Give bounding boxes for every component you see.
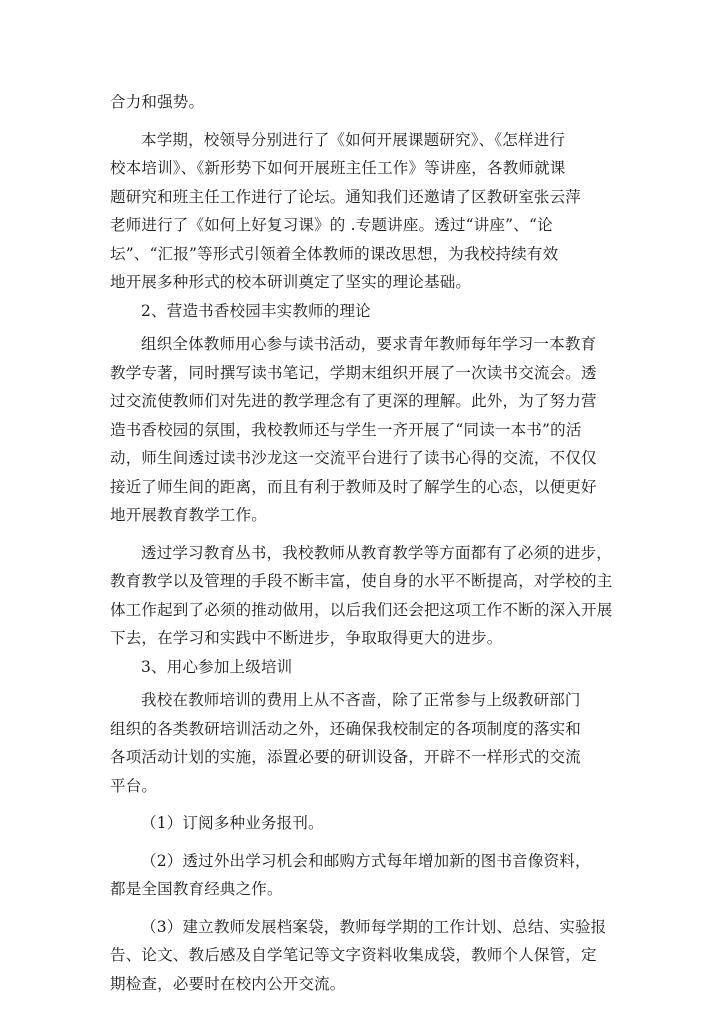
section-heading <box>110 297 626 326</box>
text-line: 组织全体教师用心参与读书活动，要求青年教师每年学习一本教育 <box>141 335 597 353</box>
text-line: （2）透过外出学习机会和邮购方式每年增加新的图书音像资料， <box>141 851 591 870</box>
document-body <box>110 88 626 998</box>
text-line: 组织的各类教研培训活动之外，还确保我校制定的各项制度的落实和 <box>110 719 582 738</box>
list-item <box>110 847 626 904</box>
list-item <box>110 809 626 838</box>
text-line: 教学专著，同时撰写读书笔记，学期末组织开展了一次读书交流会。透 <box>110 363 597 382</box>
text-line: 都是全国教育经典之作。 <box>110 880 283 898</box>
text-line: 各项活动计划的实施，添置必要的研训设备，开辟不一样形式的交流 <box>110 748 582 766</box>
paragraph <box>110 330 626 530</box>
text-line: 老师进行了《如何上好复习课》的 .专题讲座。透过“讲座”、“论 <box>110 216 553 234</box>
text-line: 造书香校园的氛围，我校教师还与学生一齐开展了“同读一本书”的活 <box>110 420 582 439</box>
paragraph <box>110 126 626 297</box>
paragraph <box>110 88 626 117</box>
text-line: 教育教学以及管理的手段不断丰富，使自身的水平不断提高，对学校的主 <box>110 572 613 590</box>
paragraph <box>110 539 626 653</box>
text-line: 本学期，校领导分别进行了《如何开展课题研究》、《怎样进行 <box>141 130 566 149</box>
text-line: （1）订阅多种业务报刊。 <box>141 814 324 832</box>
paragraph <box>110 686 626 800</box>
text-line: 接近了师生间的距离，而且有利于教师及时了解学生的心态，以便更好 <box>110 477 597 496</box>
section-heading <box>110 653 626 682</box>
text-line: 动，师生间透过读书沙龙这一交流平台进行了读书心得的交流，不仅仅 <box>110 449 597 467</box>
text-line: 我校在教师培训的费用上从不吝啬，除了正常参与上级教研部门 <box>141 691 581 709</box>
section-heading-text: 2、营造书香校园丰实教师的理论 <box>141 301 371 320</box>
text-line: 平台。 <box>110 776 158 795</box>
text-line: 下去，在学习和实践中不断进步，争取取得更大的进步。 <box>110 629 503 647</box>
text-line: 告、论文、教后感及自学笔记等文字资料收集成袋，教师个人保管，定 <box>110 946 597 964</box>
text-line: （3）建立教师发展档案袋，教师每学期的工作计划、总结、实验报 <box>141 917 607 936</box>
text-line: 期检查，必要时在校内公开交流。 <box>110 974 346 993</box>
text-line: 体工作起到了必须的推动做用，以后我们还会把这项工作不断的深入开展 <box>110 600 613 619</box>
text-line: 校本培训》、《新形势下如何开展班主任工作》等讲座，各教师就课 <box>110 159 566 177</box>
text-line: 合力和强势。 <box>110 93 205 111</box>
list-item <box>110 913 626 999</box>
text-line: 透过学习教育丛书，我校教师从教育教学等方面都有了必须的进步， <box>141 543 613 562</box>
text-line: 过交流使教师们对先进的教学理念有了更深的理解。此外，为了努力营 <box>110 392 597 410</box>
text-line: 地开展教育教学工作。 <box>110 506 268 524</box>
section-heading-text: 3、用心参加上级培训 <box>141 657 293 676</box>
text-line: 题研究和班主任工作进行了论坛。通知我们还邀请了区教研室张云萍 <box>110 187 582 206</box>
text-line: 坛”、“汇报”等形式引领着全体教师的课改思想，为我校持续有效 <box>110 244 559 263</box>
text-line: 地开展多种形式的校本研训奠定了坚实的理论基础。 <box>110 273 472 291</box>
